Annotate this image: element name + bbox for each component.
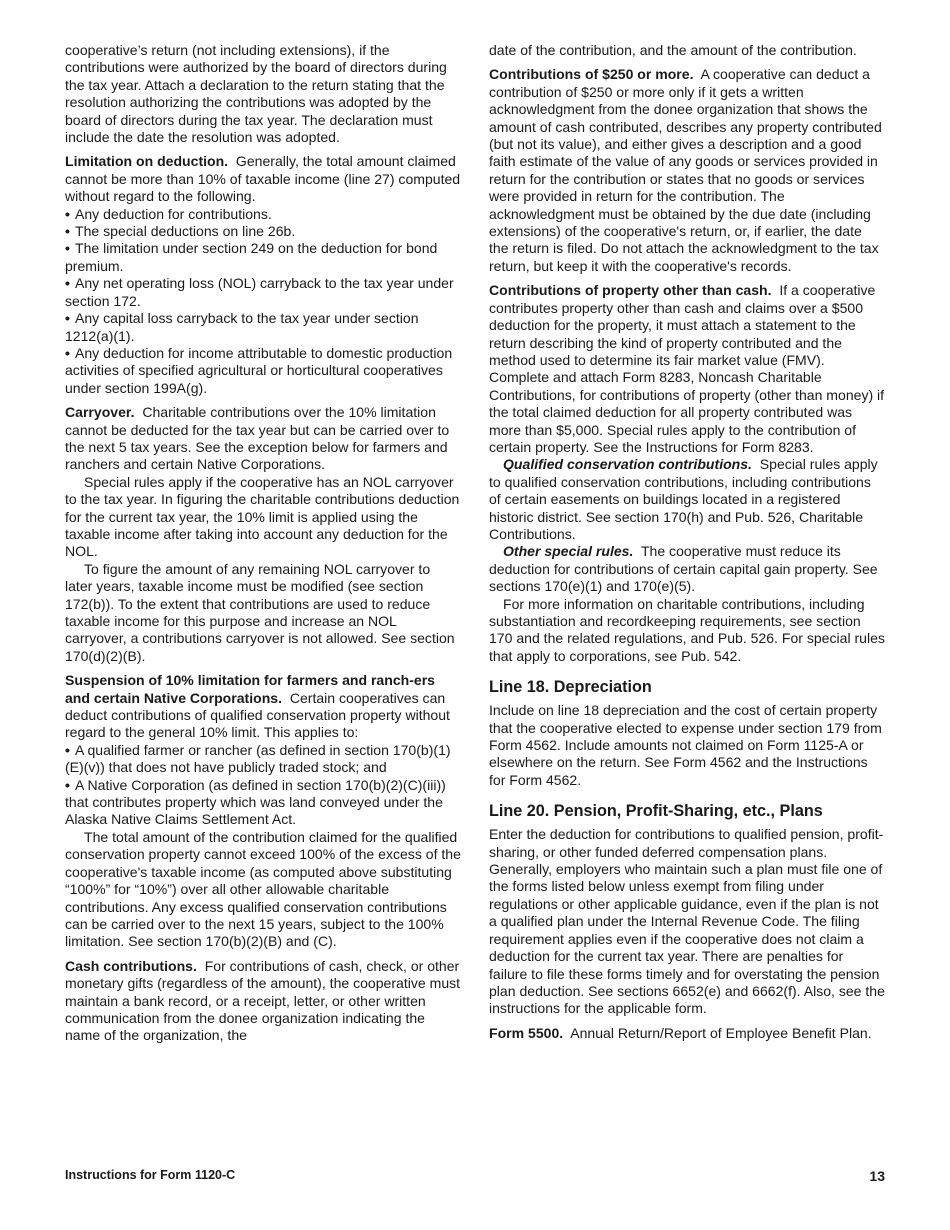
list-item: • Any deduction for contributions. [65,206,461,223]
carryover-text: Charitable contributions over the 10% limitation cannot be deducted for the tax year but can be carried over to the next 5 tax years. See the exception below for farmers and ranchers and certain Native Corporations. [65,404,450,473]
qualified-heading: Qualified conservation contributions. [503,456,752,473]
list-item: • The limitation under section 249 on the deduction for bond premium. [65,240,461,275]
contributions-250-paragraph [489,66,885,275]
carryover-heading: Carryover. [65,404,135,421]
limitation-heading: Limitation on deduction. [65,153,229,170]
carryover-nol-paragraph: Special rules apply if the cooperative has an NOL carryover to the tax year. In figuring the charitable contributions deduction for the current tax year, the 10% limit is applied using the taxable income after taking into account any deduction for the NOL. [65,473,460,560]
form5500-heading: Form 5500. [489,1024,564,1041]
page-number: 13 [869,1168,885,1184]
property-paragraph [489,282,885,456]
line20-heading: Line 20. Pension, Profit-Sharing, etc., Plans [489,802,823,821]
contributions-250-text: A cooperative can deduct a contribution of $250 or more only if it gets a written acknowledgment from the donee organization that shows the amount of cash contributed, describes any property contributed (but not its value), and either gives a description and a good faith estimate of the value of any goods or services provided in return for the contribution or states that no goods or services were provided in return for the contribution. The acknowledgment must be obtained by the due date (including extensions) of the cooperative's return, or, if earlier, the date the return is filed. Do not attach the acknowledgment to the tax return, but keep it with the cooperative's records. [489,66,882,274]
form5500-text: Annual Return/Report of Employee Benefit Plan. [570,1024,872,1041]
carryover-modify-paragraph: To figure the amount of any remaining NOL carryover to later years, taxable income must be modified (see section 172(b)). To the extent that contributions are used to reduce taxable income for this purpose and increase an NOL carryover, a contributions carryover is not allowed. See section 170(d)(2)(B). [65,560,455,664]
list-item: • A qualified farmer or rancher (as defined in section 170(b)(1)(E)(v)) that does not have publicly traded stock; and [65,742,461,777]
suspension-paragraph [65,672,461,742]
list-item: • A Native Corporation (as defined in section 170(b)(2)(C)(iii)) that contributes property which was land conveyed under the Alaska Native Claims Settlement Act. [65,777,461,829]
limitation-paragraph [65,153,461,205]
other-rules-paragraph [489,543,885,595]
carryover-paragraph [65,404,461,474]
property-heading: Contributions of property other than cash. [489,282,772,299]
other-rules-text: The cooperative must reduce its deduction for contributions of certain capital gain property. See sections 170(e)(1) and 170(e)(5). [489,543,878,595]
qualified-text: Special rules apply to qualified conservation contributions, including contributions of certain easements on buildings located in a registered historic district. See section 170(h) and Pub. 526, Charitable Contributions. [489,456,878,542]
continued-paragraph: date of the contribution, and the amount of the contribution. [489,42,857,58]
limitation-text: Generally, the total amount claimed cannot be more than 10% of taxable income (line 27) computed without regard to the following. [65,153,461,205]
list-item: • Any capital loss carryback to the tax year under section 1212(a)(1). [65,310,461,345]
right-column [489,42,885,1049]
cash-heading: Cash contributions. [65,957,197,974]
suspension-heading: Suspension of 10% limitation for farmers and ranch-ers and certain Native Corporations. [65,672,435,706]
list-item: • Any deduction for income attributable to domestic production activities of specified agricultural or horticultural cooperatives under section 199A(g). [65,345,461,397]
line20-paragraph: Enter the deduction for contributions to qualified pension, profit-sharing, or other funded deferred compensation plans. Generally, employers who maintain such a plan must file one of the forms listed below unless exempt from filing under regulations or other applicable guidance, even if the plan is not a qualified plan under the Internal Revenue Code. The filing requirement applies even if the cooperative does not claim a deduction for the current tax year. There are penalties for failure to file these forms timely and for overstating the pension plan deduction. See sections 6652(e) and 6662(f). Also, see the instructions for the applicable form. [489,826,885,1017]
property-text: If a cooperative contributes property other than cash and claims over a $500 deduction for the property, it must attach a statement to the return describing the kind of property contributed and the method used to determine its fair market value (FMV). Complete and attach Form 8283, Noncash Charitable Contributions, for contributions of property (other than money) if the total claimed deduction for all property contributed was more than $5,000. Special rules apply to the contribution of certain property. See the Instructions for Form 8283. [489,282,885,455]
qualified-paragraph [489,456,885,543]
cash-text: For contributions of cash, check, or other monetary gifts (regardless of the amount), the cooperative must maintain a bank record, or a receipt, letter, or other written communication from the donee organization indicating the name of the organization, the [65,957,461,1044]
intro-paragraph: cooperative’s return (not including extensions), if the contributions were authorized by the board of directors during the tax year. Attach a declaration to the return stating that the resolution authorizing the contributions was adopted by the board of directors during the tax year. The declaration must include the date the resolution was adopted. [65,42,447,146]
left-column [65,42,461,1052]
line18-heading: Line 18. Depreciation [489,678,652,697]
more-info-paragraph: For more information on charitable contributions, including substantiation and recordkeeping requirements, see section 170 and the related regulations, and Pub. 526. For special rules that apply to corporations, see Pub. 542. [489,595,885,664]
list-item: • Any net operating loss (NOL) carryback to the tax year under section 172. [65,275,461,310]
list-item: • The special deductions on line 26b. [65,223,461,240]
contributions-250-heading: Contributions of $250 or more. [489,66,694,83]
line18-paragraph: Include on line 18 depreciation and the cost of certain property that the cooperative elected to expense under section 179 from Form 4562. Include amounts not claimed on Form 1125-A or elsewhere on the return. See Form 4562 and the Instructions for Form 4562. [489,702,882,788]
limitation-list [65,206,461,397]
other-rules-heading: Other special rules. [503,543,634,560]
footer-title: Instructions for Form 1120-C [65,1168,236,1182]
cash-paragraph [65,958,461,1045]
suspension-limit-paragraph: The total amount of the contribution claimed for the qualified conservation property cannot exceed 100% of the excess of the cooperative's taxable income (as computed above substituting “100%” for “10%”) over all other allowable charitable contributions. Any excess qualified conservation contributions can be carried over to the next 15 years, subject to the 100% limitation. See section 170(b)(2)(B) and (C). [65,828,461,950]
suspension-text: Certain cooperatives can deduct contributions of qualified conservation property without regard to the general 10% limit. This applies to: [65,689,450,741]
form5500-paragraph [489,1025,885,1042]
